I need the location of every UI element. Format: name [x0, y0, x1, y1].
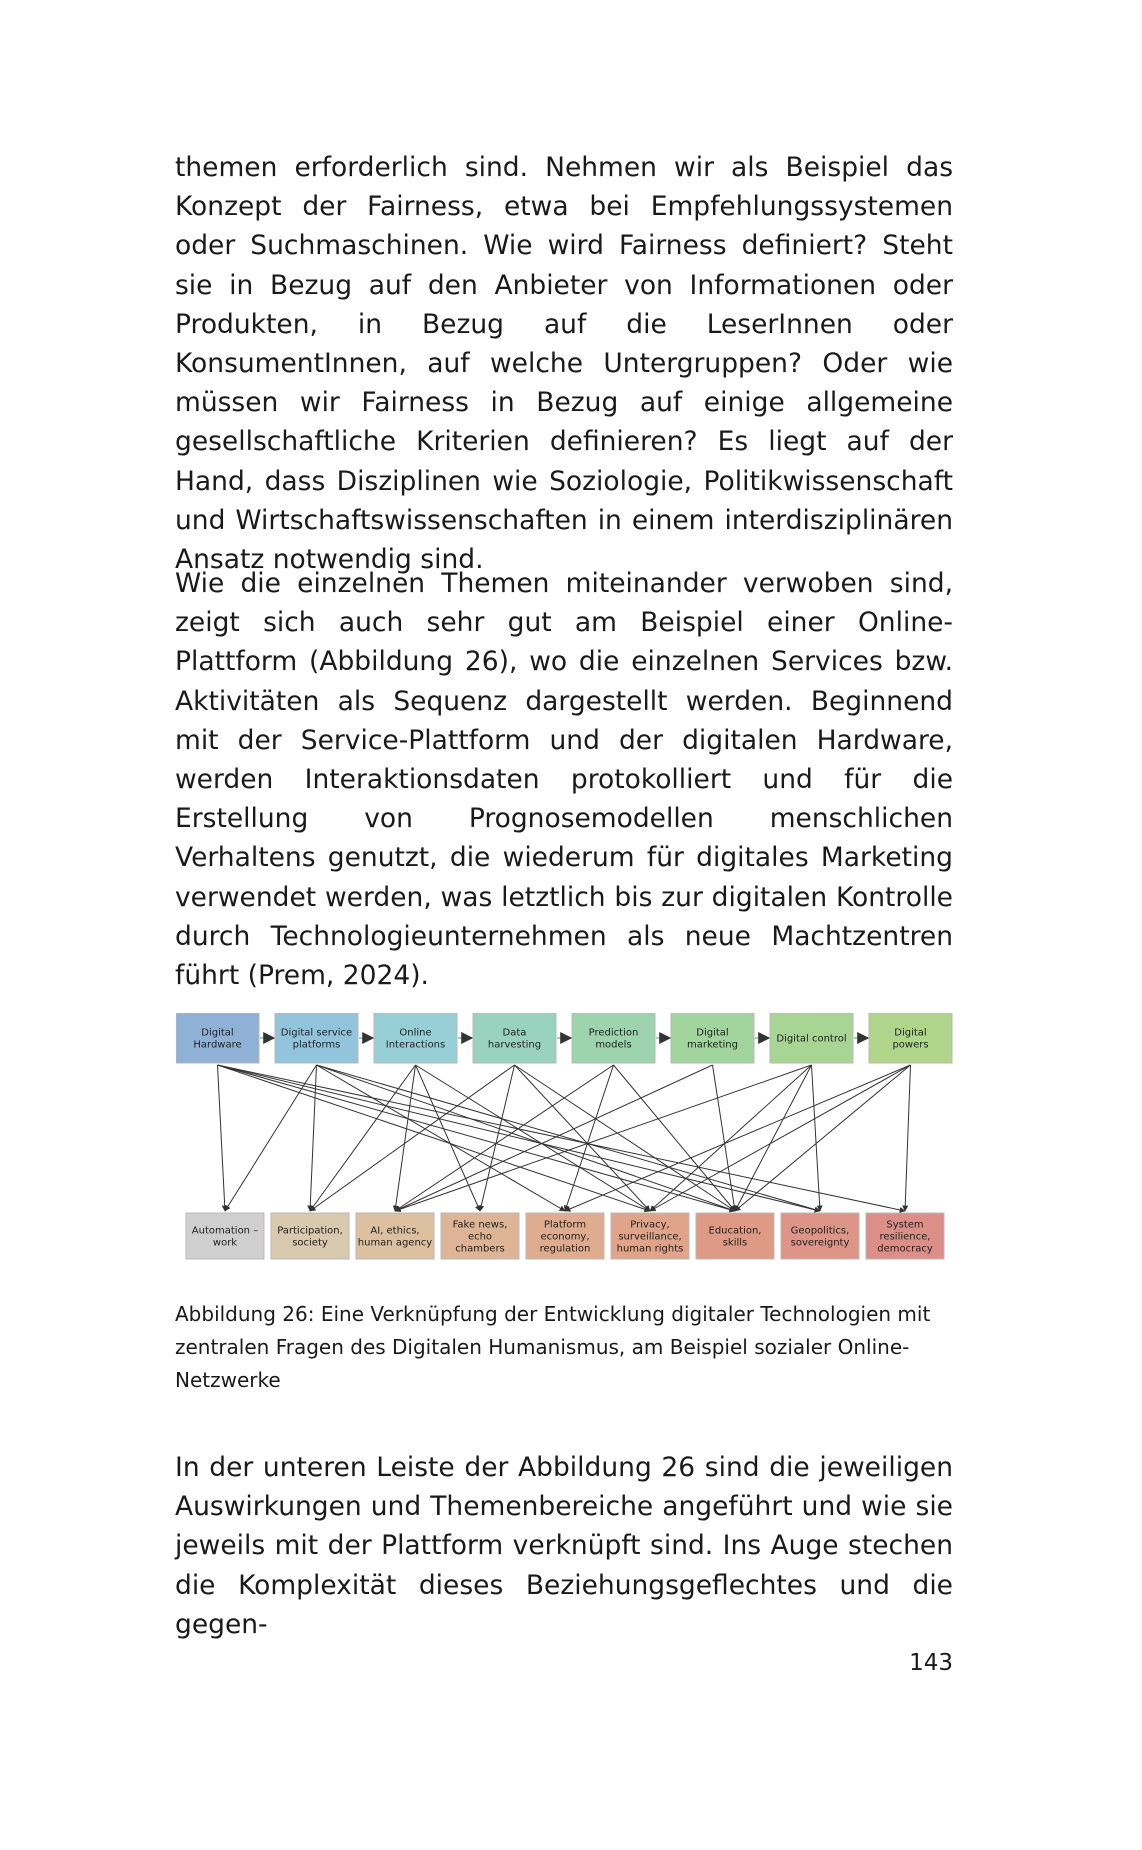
- edge-t1-b4: [317, 1065, 566, 1211]
- edge-t1-b1: [310, 1065, 317, 1211]
- top-node-5-label: Digital: [696, 1027, 729, 1039]
- bottom-node-2-label: human agency: [357, 1237, 433, 1249]
- bottom-node-1-label: society: [292, 1237, 328, 1249]
- edge-t3-b5: [515, 1065, 651, 1211]
- edge-t7-b4: [565, 1065, 911, 1211]
- top-node-1-label: platforms: [292, 1039, 341, 1051]
- top-node-2-label: Online: [399, 1027, 432, 1039]
- bottom-node-6: [696, 1213, 774, 1259]
- bottom-node-5-label: human rights: [616, 1243, 684, 1255]
- edge-t0-b8: [218, 1065, 906, 1211]
- bottom-node-0: [186, 1213, 264, 1259]
- top-node-2: [374, 1013, 457, 1063]
- bottom-node-0-label: work: [212, 1237, 238, 1249]
- page-number: 143: [909, 1650, 953, 1676]
- bottom-node-7-label: Geopolitics,: [790, 1225, 850, 1237]
- edge-t3-b6: [515, 1065, 736, 1211]
- top-node-1: [275, 1013, 358, 1063]
- top-node-5: [671, 1013, 754, 1063]
- top-node-7-label: Digital: [894, 1027, 927, 1039]
- bottom-node-3: [441, 1213, 519, 1259]
- edge-t2-b1: [310, 1065, 416, 1211]
- bottom-node-4-label: Platform: [543, 1219, 587, 1231]
- edge-t2-b5: [416, 1065, 651, 1211]
- edge-t5-b2: [395, 1065, 713, 1211]
- top-node-4-label: Prediction: [588, 1027, 639, 1039]
- edge-t7-b6: [735, 1065, 911, 1211]
- top-node-7-label: powers: [892, 1039, 929, 1051]
- edge-t6-b2: [395, 1065, 812, 1211]
- top-node-3-label: harvesting: [487, 1039, 542, 1051]
- bottom-node-2: [356, 1213, 434, 1259]
- bottom-node-1: [271, 1213, 349, 1259]
- edge-t0-b5: [218, 1065, 651, 1211]
- edge-t4-b4: [565, 1065, 614, 1211]
- top-node-0: [176, 1013, 259, 1063]
- top-node-6-label: Digital control: [776, 1033, 847, 1045]
- top-node-3: [473, 1013, 556, 1063]
- bottom-node-4-label: economy,: [540, 1231, 590, 1243]
- bottom-node-3-label: Fake news,: [452, 1219, 508, 1231]
- edge-t2-b3: [416, 1065, 481, 1211]
- bottom-node-6-label: Education,: [708, 1225, 762, 1237]
- figure-diagram: [176, 1013, 954, 1273]
- bottom-node-4-label: regulation: [539, 1243, 591, 1255]
- bottom-node-3-label: echo: [467, 1231, 493, 1243]
- body-paragraph-2: Wie die einzelnen Themen miteinander verwoben sind, zeigt sich auch sehr gut am Beispiel einer Online-Plattform (Abbildung 26), wo die einzelnen Services bzw. Aktivitäten als Sequenz dargestellt werden. Beginnend mit der Service-Plattform und der digitalen Hardware, werden Interaktionsdaten protokolliert und für die Erstellung von Prognosemodellen menschlichen Verhaltens genutzt, die wiederum für digitales Marketing verwendet werden, was letztlich bis zur digitalen Kontrolle durch Technologieunternehmen als neue Machtzentren führt (Prem, 2024).: [175, 568, 953, 992]
- body-paragraph-1: themen erforderlich sind. Nehmen wir als Beispiel das Konzept der Fairness, etwa bei Empfehlungssystemen oder Suchmaschinen. Wie wird Fairness definiert? Steht sie in Bezug auf den Anbieter von Informationen oder Produkten, in Bezug auf die LeserInnen oder KonsumentInnen, auf welche Untergruppen? Oder wie müssen wir Fairness in Bezug auf einige allgemeine gesellschaftliche Kriterien definieren? Es liegt auf der Hand, dass Disziplinen wie Soziologie, Politikwissenschaft und Wirtschaftswissenschaften in einem interdisziplinären Ansatz notwendig sind.: [175, 152, 953, 576]
- top-node-5-label: marketing: [687, 1039, 738, 1051]
- figure-caption: Abbildung 26: Eine Verknüpfung der Entwicklung digitaler Technologien mit zentralen Fragen des Digitalen Humanismus, am Beispiel sozialer Online-Netzwerke: [175, 1302, 931, 1392]
- edge-t0-b7: [218, 1065, 821, 1211]
- edge-t1-b7: [317, 1065, 821, 1211]
- edge-t1-b0: [225, 1065, 317, 1211]
- top-node-2-label: Interactions: [385, 1039, 446, 1051]
- top-node-7: [869, 1013, 952, 1063]
- bottom-node-2-label: AI, ethics,: [370, 1225, 420, 1237]
- bottom-node-5-label: Privacy,: [630, 1219, 670, 1231]
- bottom-node-8-label: resilience,: [879, 1231, 931, 1243]
- edge-t6-b7: [812, 1065, 821, 1211]
- edge-t0-b0: [218, 1065, 226, 1211]
- bottom-node-5-label: surveillance,: [618, 1231, 682, 1243]
- top-node-0-label: Hardware: [193, 1039, 242, 1051]
- edge-t7-b8: [905, 1065, 911, 1211]
- edge-t7-b5: [650, 1065, 911, 1211]
- bottom-node-4: [526, 1213, 604, 1259]
- edge-t1-b6: [317, 1065, 736, 1211]
- top-node-6: [770, 1013, 853, 1063]
- top-node-3-label: Data: [502, 1027, 527, 1039]
- bottom-node-5: [611, 1213, 689, 1259]
- body-paragraph-3: In der unteren Leiste der Abbildung 26 sind die jeweiligen Auswirkungen und Themenbereiche angeführt und wie sie jeweils mit der Plattform verknüpft sind. Ins Auge stechen die Komplexität dieses Beziehungsgeflechtes und die gegen-: [175, 1452, 953, 1640]
- edge-t5-b6: [713, 1065, 736, 1211]
- top-node-0-label: Digital: [201, 1027, 234, 1039]
- bottom-node-8-label: democracy: [877, 1243, 933, 1255]
- edge-t0-b6: [218, 1065, 736, 1211]
- edge-t3-b3: [480, 1065, 515, 1211]
- bottom-node-8-label: System: [886, 1219, 924, 1231]
- top-node-4: [572, 1013, 655, 1063]
- bottom-node-7: [781, 1213, 859, 1259]
- bottom-node-6-label: skills: [722, 1237, 748, 1249]
- bottom-node-7-label: sovereignty: [790, 1237, 850, 1249]
- bottom-node-8: [866, 1213, 944, 1259]
- top-node-4-label: models: [595, 1039, 632, 1051]
- top-node-1-label: Digital service: [280, 1027, 353, 1039]
- bottom-node-0-label: Automation –: [191, 1225, 259, 1237]
- bottom-node-1-label: Participation,: [277, 1225, 343, 1237]
- edge-t4-b2: [395, 1065, 614, 1211]
- bottom-node-3-label: chambers: [455, 1243, 505, 1255]
